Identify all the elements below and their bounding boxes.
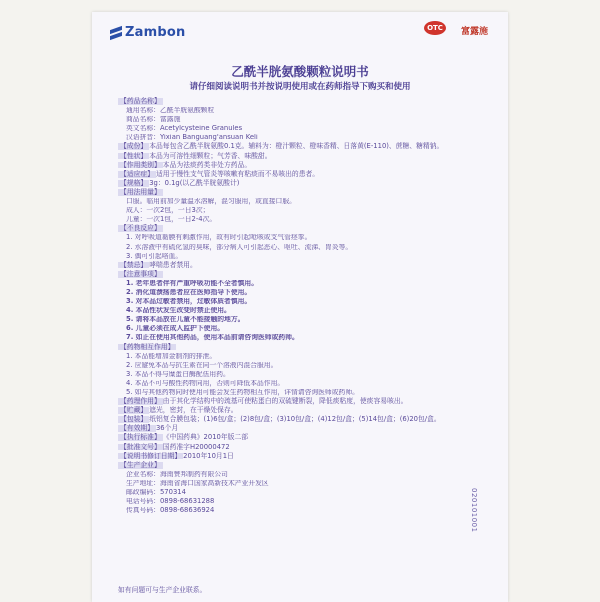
section-label: 【药理作用】 <box>120 397 161 406</box>
section-line: 口服。临用前加少量温水溶解，混匀服用，或直接口服。 <box>126 198 296 206</box>
section-line: 5. 如与其他药物同时使用可能会发生药物相互作用，详情请咨询医师或药师。 <box>126 389 359 396</box>
section-line: 汉语拼音：Yixian Banguang'ansuan Keli <box>126 134 258 142</box>
section-heading <box>118 344 484 353</box>
section-text: 3g：0.1g(以乙酰半胱氨酸计) <box>149 178 240 187</box>
section-line: 2. 应避免本品与抗生素在同一个溶液内混合服用。 <box>126 361 278 369</box>
section-line: 4. 本品不可与酸性药物同用，否则可降低本品作用。 <box>126 379 285 387</box>
section-line: 英文名称：Acetylcysteine Granules <box>126 125 243 133</box>
section-line: 传真号码：0898-68636924 <box>126 507 215 515</box>
section-line: 6. 儿童必须在成人监护下使用。 <box>126 325 225 333</box>
section-label: 【性状】 <box>120 151 148 160</box>
section-text: 适用于慢性支气管炎等咳嗽有粘痰而不易咳出的患者。 <box>155 169 320 178</box>
section-label: 【用法用量】 <box>120 187 161 196</box>
section-label: 【药物相互作用】 <box>120 342 175 351</box>
section-heading <box>118 180 484 189</box>
document-title: 乙酰半胱氨酸颗粒说明书 <box>231 64 369 79</box>
section-line: 电话号码：0898-68631288 <box>126 498 215 506</box>
section-text: 2010年10月1日 <box>183 451 234 460</box>
section-text: 哮喘患者禁用。 <box>149 260 197 269</box>
section-line: 邮政编码：570314 <box>126 489 186 497</box>
section-label: 【成份】 <box>120 142 148 151</box>
section-line: 儿童：一次1包，一日2-4次。 <box>126 216 217 224</box>
section-line: 1. 老年患者伴有严重呼吸功能不全者慎用。 <box>126 279 259 287</box>
section-label: 【批准文号】 <box>120 442 161 451</box>
section-line: 3. 对本品过敏者禁用，过敏体质者慎用。 <box>126 298 252 306</box>
logo-text: Zambon <box>125 25 186 40</box>
otc-badge: OTC <box>424 21 446 35</box>
section-line: 3. 偶可引起咯血。 <box>126 252 183 260</box>
section-label: 【规格】 <box>120 178 148 187</box>
section-line: 成人：一次2包，一日3次； <box>126 207 210 215</box>
side-code: 020101001 <box>470 488 478 533</box>
section-label: 【说明书修订日期】 <box>120 451 182 460</box>
section-heading <box>118 98 484 107</box>
section-line: 3. 本品不得与糜蛋白酶配伍用药。 <box>126 370 230 378</box>
section-heading <box>118 271 484 280</box>
section-line: 生产地址：海南省海口国家高新技术产业开发区 <box>126 479 269 487</box>
leaflet-body <box>118 98 484 516</box>
section-line: 7. 如正在使用其他药品，使用本品前请咨询医师或药师。 <box>126 334 299 342</box>
section-label: 【生产企业】 <box>120 460 161 469</box>
section-label: 【包装】 <box>120 415 148 424</box>
section-line: 商品名称：富露施 <box>126 116 181 124</box>
zambon-logo-icon <box>110 27 122 39</box>
section-line: 1. 对呼吸道黏膜有刺激作用，故有时引起呛咳或支气管痉挛。 <box>126 234 312 242</box>
section-text: 由于其化学结构中的巯基可使粘蛋白的双硫键断裂，降低痰粘度，使痰容易咳出。 <box>162 397 408 406</box>
section-line: 4. 本品性状发生改变时禁止使用。 <box>126 307 231 315</box>
leaflet-sheet <box>92 12 508 602</box>
section-line: 通用名称：乙酰半胱氨酸颗粒 <box>126 107 215 115</box>
section-text: 36个月 <box>155 424 179 433</box>
section-text: 本品每包含乙酰半胱氨酸0.1克。辅料为：橙汁颗粒、橙味香精、日落黄(E-110)、蔗糖、糖精钠。 <box>149 142 444 151</box>
section-label: 【适应症】 <box>120 169 154 178</box>
section-label: 【作用类别】 <box>120 160 161 169</box>
section-line: 2. 水溶液中有硫化氢的臭味，部分病人可引起恶心、呕吐、流涕、胃炎等。 <box>126 243 353 251</box>
section-label: 【药品名称】 <box>120 97 161 105</box>
header-bar <box>92 12 508 46</box>
document-subtitle: 请仔细阅读说明书并按说明使用或在药师指导下购买和使用 <box>189 82 411 92</box>
section-label: 【贮藏】 <box>120 406 148 415</box>
section-text: 本品为可溶性细颗粒；气芳香、味酸甜。 <box>149 151 272 160</box>
section-text: 本品为祛痰药类非处方药品。 <box>162 160 252 169</box>
section-text: 遮光，密封，在干燥处保存。 <box>149 406 238 415</box>
section-heading <box>118 453 484 462</box>
section-label: 【不良反应】 <box>120 224 161 233</box>
section-label: 【注意事项】 <box>120 269 161 278</box>
section-label: 【执行标准】 <box>120 433 161 442</box>
section-line: 1. 本品能增加金制剂的排泄。 <box>126 352 217 360</box>
section-line: 5. 请将本品放在儿童不能接触的地方。 <box>126 316 245 324</box>
footer-note: 如有问题可与生产企业联系。 <box>118 586 207 594</box>
section-text: 国药准字H20000472 <box>162 442 230 451</box>
section-label: 【禁忌】 <box>120 260 148 269</box>
company-logo <box>110 25 185 40</box>
brand-name-cn: 富露施 <box>460 27 488 37</box>
section-heading <box>118 262 484 271</box>
section-heading <box>118 189 484 198</box>
section-label: 【有效期】 <box>120 424 154 433</box>
section-line: 企业名称：海南赞邦制药有限公司 <box>126 470 228 478</box>
section-line: 2. 消化道溃疡患者应在医师指导下使用。 <box>126 288 252 296</box>
section-text: 纸铝复合膜包装；(1)6包/盒；(2)8包/盒；(3)10包/盒；(4)12包/盒；(5)14包/盒；(6)20包/盒。 <box>149 415 441 424</box>
section-text: 《中国药典》2010年版二部 <box>162 433 249 442</box>
section-heading <box>118 462 484 471</box>
section-heading <box>118 225 484 234</box>
